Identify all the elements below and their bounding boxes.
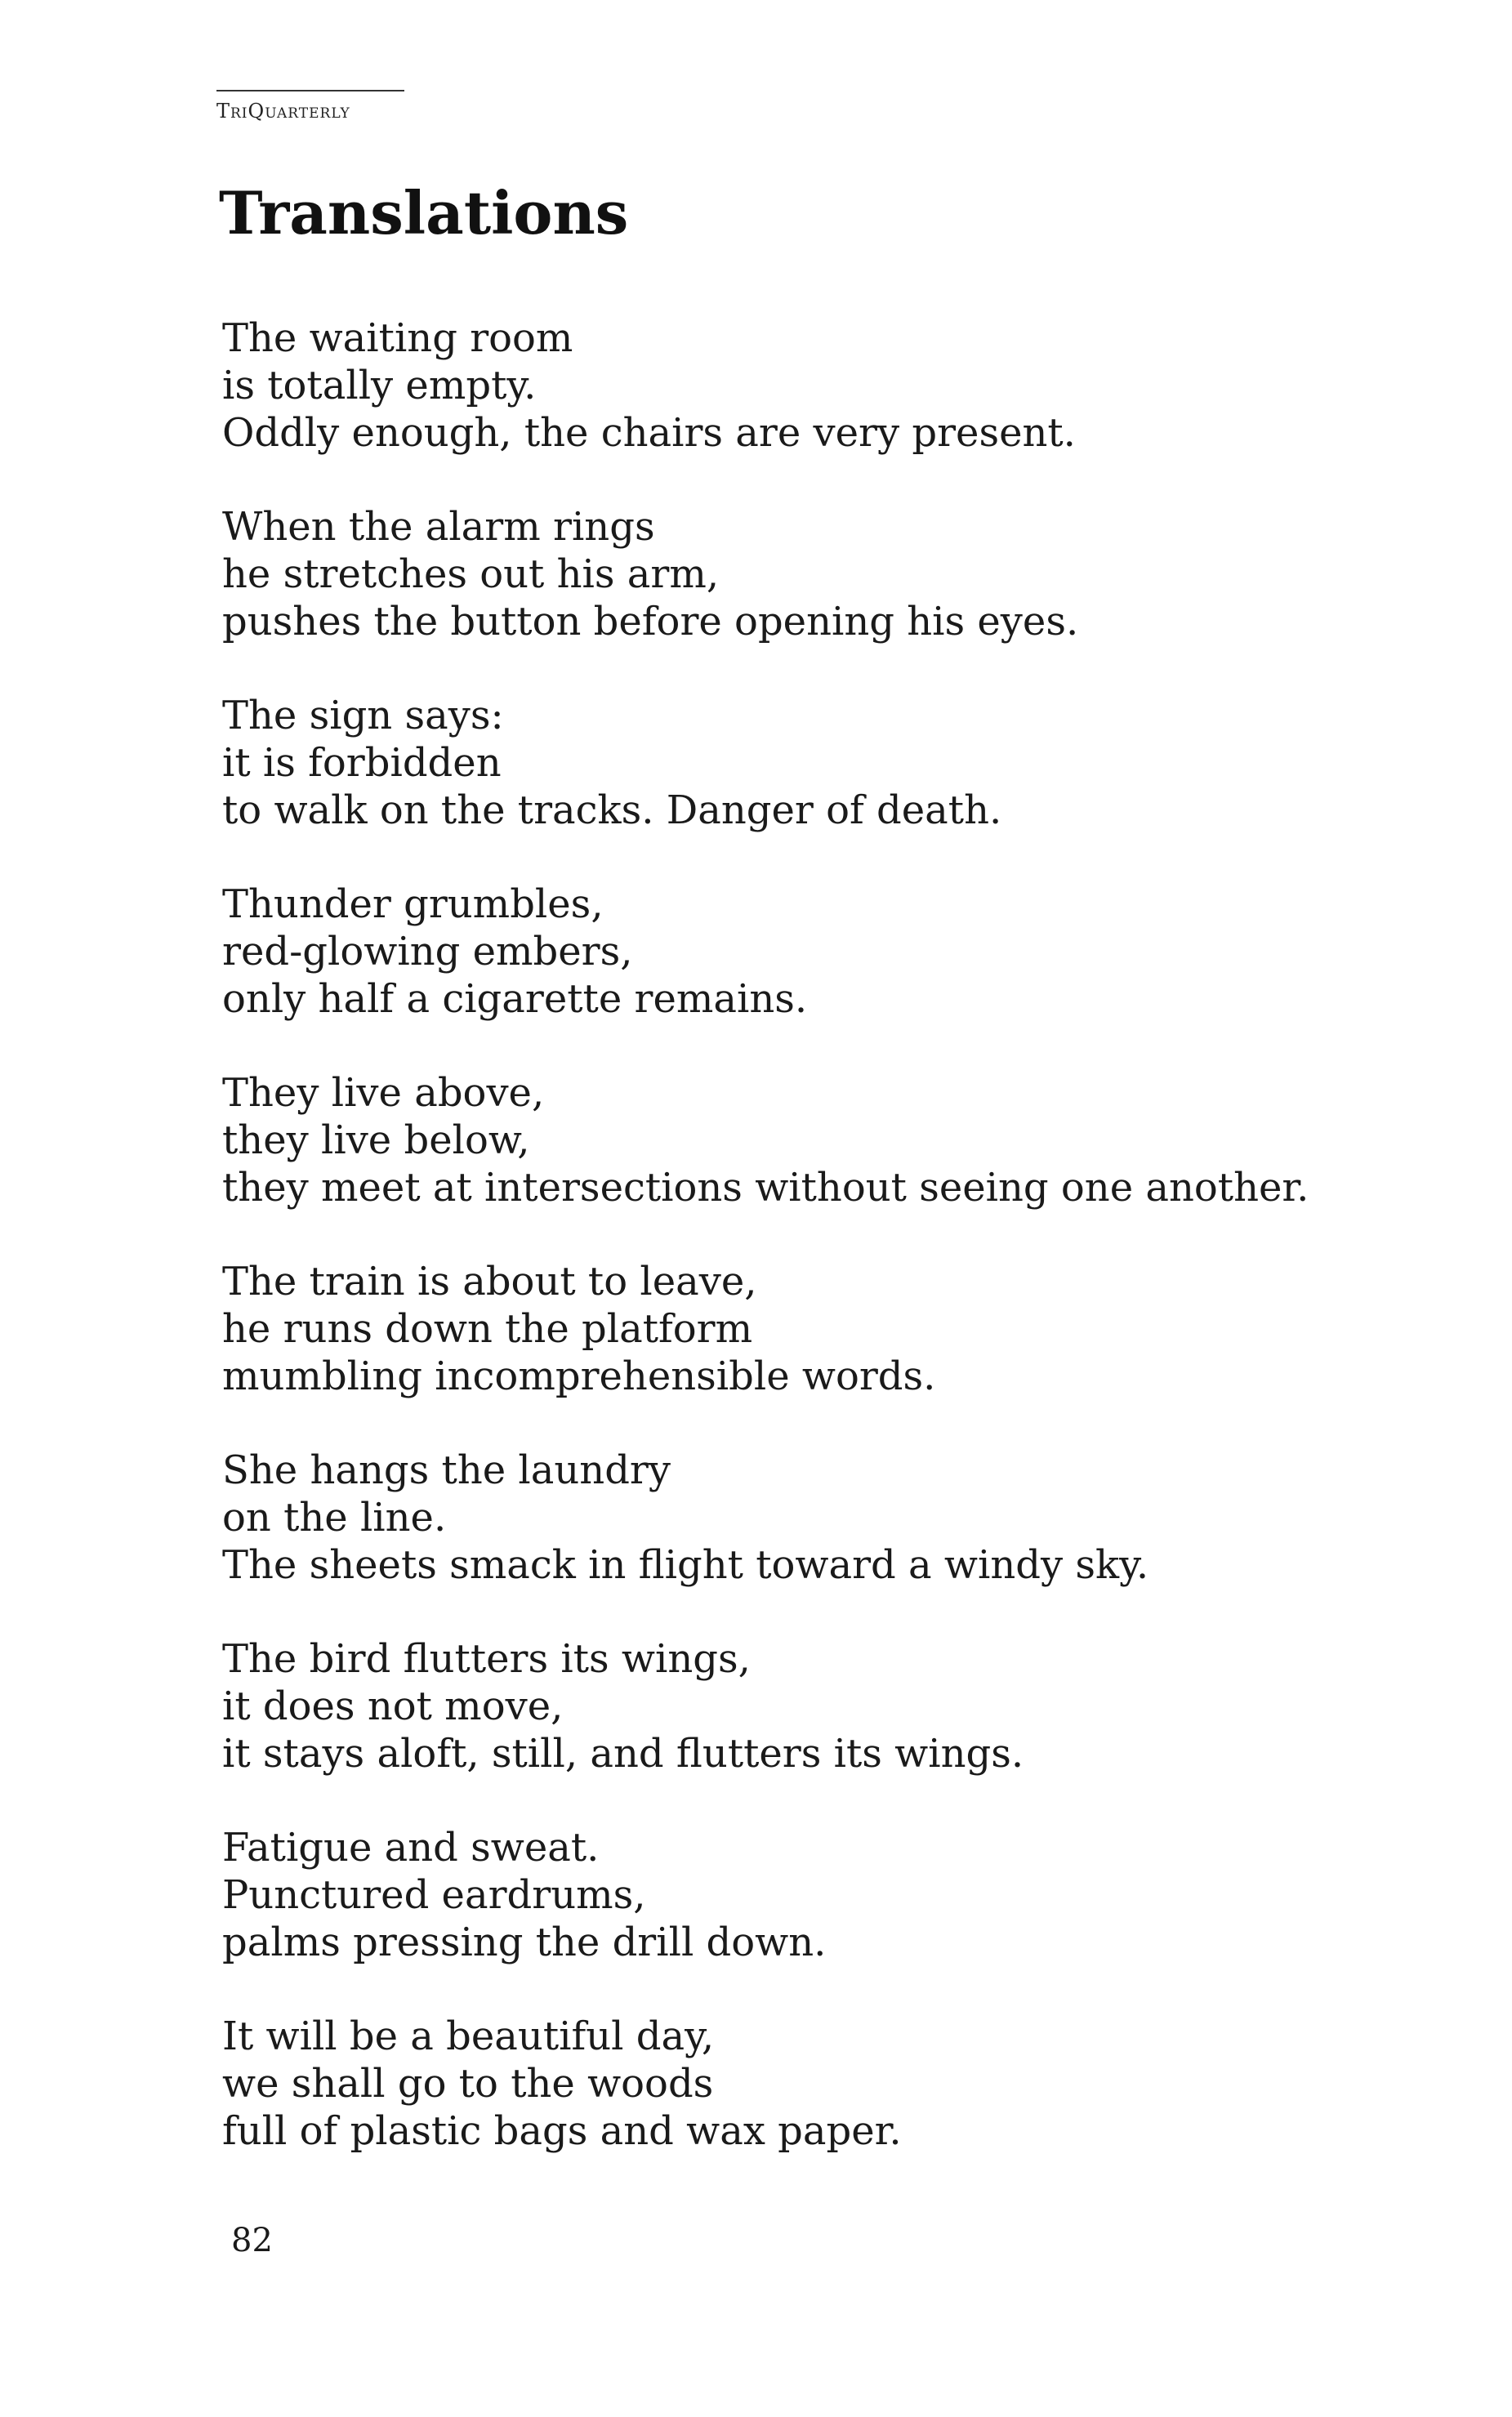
poem-line: pushes the button before opening his eyes. bbox=[222, 599, 1079, 644]
poem-line: The train is about to leave, bbox=[222, 1259, 757, 1304]
header-rule bbox=[216, 90, 404, 91]
poem-line: Punctured eardrums, bbox=[222, 1872, 646, 1918]
stanza bbox=[222, 1824, 1366, 1966]
poem-line: The waiting room bbox=[222, 315, 573, 361]
poem-line: full of plastic bags and wax paper. bbox=[222, 2108, 902, 2154]
stanza bbox=[222, 503, 1366, 645]
stanza bbox=[222, 1069, 1366, 1211]
stanza bbox=[222, 314, 1366, 457]
poem-line: The sign says: bbox=[222, 693, 504, 738]
journal-name: TriQuarterly bbox=[216, 100, 350, 123]
stanza bbox=[222, 1258, 1366, 1400]
poem-line: on the line. bbox=[222, 1495, 447, 1541]
poem-line: he stretches out his arm, bbox=[222, 551, 720, 597]
stanza bbox=[222, 1635, 1366, 1777]
poem-line: Thunder grumbles, bbox=[222, 881, 604, 927]
poem-line: we shall go to the woods bbox=[222, 2061, 714, 2107]
poem-line: it stays aloft, still, and flutters its wings. bbox=[222, 1731, 1024, 1777]
poem-line: they live below, bbox=[222, 1117, 530, 1163]
poem-line: it is forbidden bbox=[222, 740, 502, 786]
poem-title: Translations bbox=[219, 178, 629, 247]
poem-line: only half a cigarette remains. bbox=[222, 976, 808, 1022]
poem-line: is totally empty. bbox=[222, 363, 537, 408]
stanza bbox=[222, 881, 1366, 1023]
poem-body bbox=[222, 314, 1366, 2201]
poem-line: mumbling incomprehensible words. bbox=[222, 1353, 936, 1399]
poem-line: It will be a beautiful day, bbox=[222, 2013, 715, 2059]
poem-line: to walk on the tracks. Danger of death. bbox=[222, 787, 1002, 833]
poem-line: they meet at intersections without seeing one another. bbox=[222, 1165, 1309, 1211]
poem-line: When the alarm rings bbox=[222, 504, 655, 550]
poem-line: They live above, bbox=[222, 1070, 545, 1116]
stanza bbox=[222, 692, 1366, 834]
poem-line: The sheets smack in flight toward a windy sky. bbox=[222, 1542, 1149, 1588]
poem-line: he runs down the platform bbox=[222, 1306, 753, 1352]
stanza bbox=[222, 1447, 1366, 1589]
poem-line: palms pressing the drill down. bbox=[222, 1920, 827, 1965]
poem-line: The bird flutters its wings, bbox=[222, 1636, 751, 1682]
poem-line: She hangs the laundry bbox=[222, 1447, 671, 1493]
stanza bbox=[222, 2013, 1366, 2155]
running-head bbox=[216, 90, 404, 123]
poem-line: Fatigue and sweat. bbox=[222, 1825, 600, 1871]
poem-line: it does not move, bbox=[222, 1683, 564, 1729]
poem-line: red-glowing embers, bbox=[222, 929, 633, 974]
poem-line: Oddly enough, the chairs are very present. bbox=[222, 410, 1076, 456]
page-number: 82 bbox=[231, 2222, 273, 2259]
